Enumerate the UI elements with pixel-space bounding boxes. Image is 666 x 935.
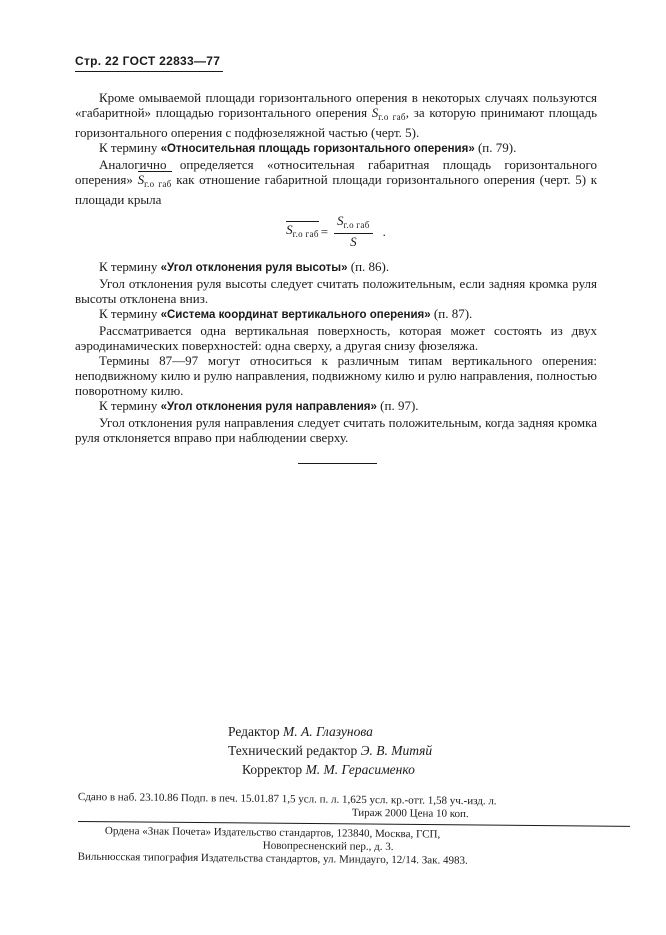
fraction-denominator: S (350, 233, 357, 249)
paragraph: Угол отклонения руля высоты следует считать положительным, если задняя кромка руля высоты отклонена вниз. (75, 276, 597, 306)
formula (75, 212, 597, 249)
term-bold: «Угол отклонения руля направления» (160, 401, 377, 413)
credit-corrector (228, 760, 508, 779)
fraction-numerator (334, 214, 373, 234)
term-bold: «Относительная площадь горизонтального оперения» (160, 143, 475, 155)
section-rule (298, 463, 377, 464)
publisher-line: Вильнюсская типография Издательства стандартов, ул. Миндауго, 12/14. Зак. 4983. (77, 850, 468, 867)
term-bold: «Угол отклонения руля высоты» (160, 262, 348, 274)
text: К термину (99, 398, 161, 413)
credit-name: Э. В. Митяй (360, 743, 433, 758)
symbol-letter: S (137, 172, 145, 187)
symbol-letter: S (371, 105, 379, 120)
fraction (334, 214, 373, 249)
symbol-letter: S (337, 212, 344, 228)
equals-sign: = (320, 223, 329, 239)
paragraph: Угол отклонения руля направления следует считать положительным, когда задняя кромка руля отклоняется вправо при наблюдении сверху. (75, 415, 597, 445)
term-bold: «Система координат вертикального оперения» (160, 309, 431, 321)
text: (п. 86). (347, 259, 390, 274)
text: К термину (99, 259, 161, 274)
page-header: Стр. 22 ГОСТ 22833—77 (75, 54, 221, 68)
paragraph (75, 398, 597, 415)
imprint-line: Тираж 2000 Цена 10 коп. (351, 806, 469, 821)
credit-label: Редактор (228, 724, 280, 739)
credit-tech-editor (228, 741, 508, 760)
credit-label: Технический редактор (228, 743, 358, 758)
text: (п. 87). (430, 306, 473, 321)
publisher-line: Ордена «Знак Почета» Издательство стандартов, 123840, Москва, ГСП, (104, 825, 441, 841)
header-rule (75, 71, 223, 72)
publisher-line: Новопресненский пер., д. 3. (262, 839, 394, 854)
paragraph (75, 90, 597, 140)
text: (п. 97). (376, 398, 419, 413)
symbol (372, 105, 406, 120)
paragraph (75, 157, 597, 207)
credits (228, 722, 508, 779)
paragraph (75, 306, 597, 323)
symbol-subscript: г.о габ (378, 112, 406, 122)
body-text (75, 90, 597, 445)
symbol-subscript: г.о габ (292, 228, 319, 239)
imprint-line: Сдано в наб. 23.10.86 Подп. в печ. 15.01.87 1,5 усл. п. л. 1,625 усл. кр.-отт. 1,58 уч.-изд. л. (77, 791, 497, 808)
text: как отношение габаритной площади горизонтального оперения (черт. 5) к площади крыла (75, 172, 598, 207)
formula-lhs (286, 221, 319, 242)
credit-name: М. А. Глазунова (282, 724, 373, 739)
paragraph (75, 259, 597, 276)
text: К термину (99, 140, 161, 155)
paragraph: Рассматривается одна вертикальная поверхность, которая может состоять из двух аэродинамических поверхностей: одна сверху, а другая снизу фюзеляжа. (75, 323, 597, 353)
paragraph: Термины 87—97 могут относиться к различным типам вертикального оперения: неподвижному килю и рулю направления, подвижному килю и рулю направления, полностью поворотному килю. (75, 353, 597, 398)
text: , за которую принимают площадь горизонтального оперения с подфюзеляжной частью (черт. 5). (75, 105, 598, 140)
paragraph (75, 140, 597, 157)
text: Кроме омываемой площади горизонтального оперения в некоторых случаях пользуются «габаритной» площадью горизонтального оперения (75, 90, 597, 120)
credit-editor (228, 722, 508, 741)
text: Аналогично определяется «относительная габаритная площадь горизонтального оперения» (75, 157, 597, 187)
symbol-subscript: г.о габ (343, 219, 370, 230)
credit-label: Корректор (242, 762, 303, 777)
period: . (382, 223, 386, 239)
imprint (78, 791, 633, 823)
text: (п. 79). (474, 140, 517, 155)
publisher-info (77, 825, 625, 869)
text: К термину (99, 306, 161, 321)
credit-name: М. М. Герасименко (305, 762, 415, 777)
symbol-letter: S (286, 221, 293, 237)
symbol (138, 171, 172, 187)
symbol-subscript: г.о габ (144, 179, 172, 189)
